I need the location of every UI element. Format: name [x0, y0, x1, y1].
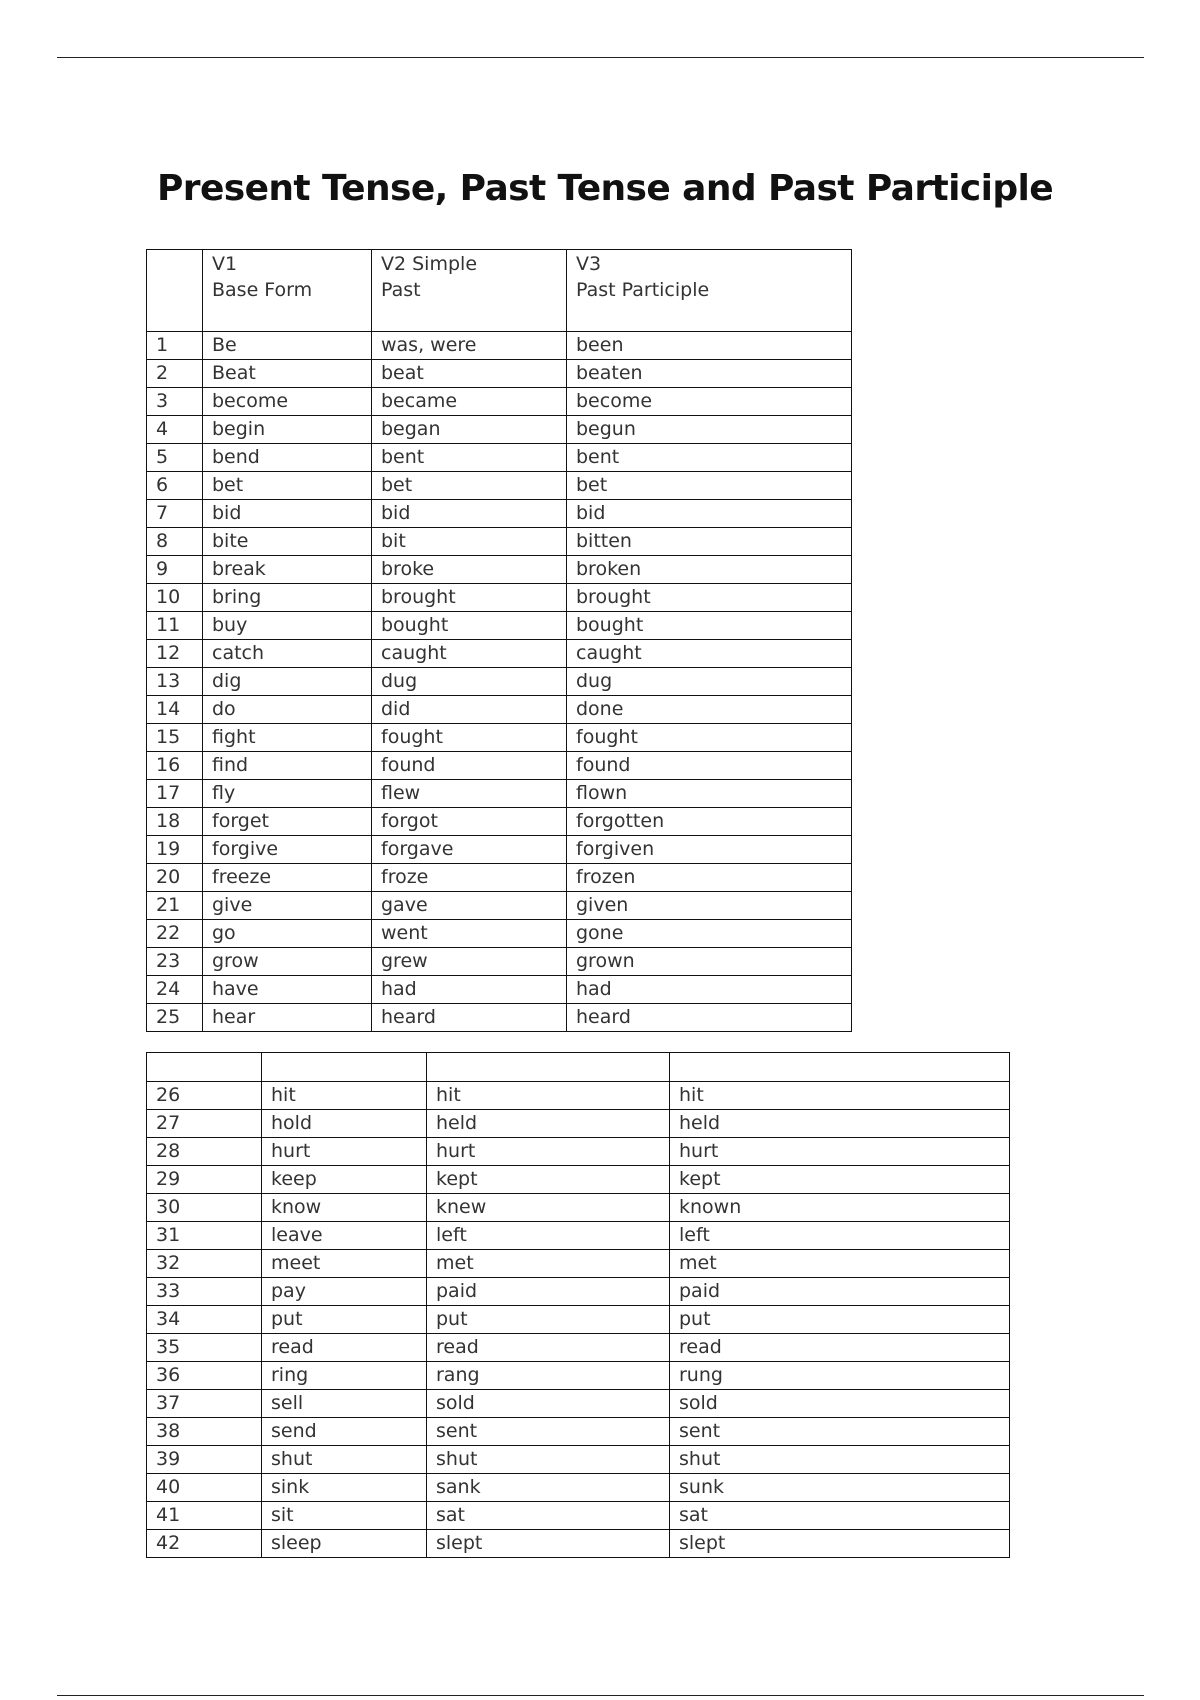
table-row [147, 1334, 1010, 1362]
verb-v2-cell: met [427, 1250, 670, 1278]
bottom-rule [57, 1695, 1144, 1696]
verb-v2-cell: put [427, 1306, 670, 1334]
verb-v2-cell: sank [427, 1474, 670, 1502]
verb-v1-cell: buy [203, 612, 372, 640]
verb-v1-cell: Beat [203, 360, 372, 388]
row-number-cell: 12 [147, 640, 203, 668]
row-number-cell: 38 [147, 1418, 262, 1446]
verb-v3-cell: gone [567, 920, 852, 948]
verb-v1-cell: hurt [262, 1138, 427, 1166]
verb-v3-cell: rung [670, 1362, 1010, 1390]
verb-v3-cell: fought [567, 724, 852, 752]
verb-v3-cell: bitten [567, 528, 852, 556]
row-number-cell: 41 [147, 1502, 262, 1530]
row-number-cell: 7 [147, 500, 203, 528]
verb-v1-cell: shut [262, 1446, 427, 1474]
table-row [147, 612, 852, 640]
table-row [147, 1138, 1010, 1166]
table-row [147, 472, 852, 500]
table-row [147, 584, 852, 612]
verb-v2-cell: dug [372, 668, 567, 696]
row-number-cell: 13 [147, 668, 203, 696]
table-row [147, 976, 852, 1004]
verb-v3-cell: read [670, 1334, 1010, 1362]
verb-v2-cell: sat [427, 1502, 670, 1530]
verb-v1-cell: begin [203, 416, 372, 444]
verb-v3-cell: sold [670, 1390, 1010, 1418]
table-row [147, 864, 852, 892]
row-number-cell: 21 [147, 892, 203, 920]
table-row [147, 752, 852, 780]
row-number-cell: 18 [147, 808, 203, 836]
verb-v3-cell: bet [567, 472, 852, 500]
row-number-cell: 6 [147, 472, 203, 500]
table-row [147, 1474, 1010, 1502]
verb-v2-cell: kept [427, 1166, 670, 1194]
table-row [147, 1362, 1010, 1390]
verb-v2-cell: went [372, 920, 567, 948]
verb-v2-cell: bet [372, 472, 567, 500]
header-v3-subtitle: Past Participle [576, 279, 710, 301]
table-row [147, 1278, 1010, 1306]
table-row [147, 416, 852, 444]
verb-v1-cell: fight [203, 724, 372, 752]
row-number-cell: 15 [147, 724, 203, 752]
verb-table-1 [146, 249, 852, 1032]
verb-v3-cell: sat [670, 1502, 1010, 1530]
verb-v1-cell: forget [203, 808, 372, 836]
verb-v1-cell: break [203, 556, 372, 584]
verb-table-2 [146, 1052, 1010, 1558]
table-row [147, 500, 852, 528]
verb-v3-cell: slept [670, 1530, 1010, 1558]
header-v2-cell [372, 250, 567, 332]
verb-v1-cell: put [262, 1306, 427, 1334]
verb-v2-cell: found [372, 752, 567, 780]
verb-v3-cell: bent [567, 444, 852, 472]
verb-v1-cell: do [203, 696, 372, 724]
verb-v1-cell: bid [203, 500, 372, 528]
verb-v3-cell: frozen [567, 864, 852, 892]
row-number-cell: 34 [147, 1306, 262, 1334]
verb-v1-cell: go [203, 920, 372, 948]
row-number-cell: 2 [147, 360, 203, 388]
verb-v2-cell: rang [427, 1362, 670, 1390]
row-number-cell: 33 [147, 1278, 262, 1306]
verb-v3-cell: dug [567, 668, 852, 696]
verb-v2-cell: flew [372, 780, 567, 808]
header-v1-title: V1 [212, 253, 238, 275]
header-v1-cell [203, 250, 372, 332]
blank-cell [427, 1053, 670, 1082]
table-row [147, 640, 852, 668]
row-number-cell: 22 [147, 920, 203, 948]
verb-v2-cell: heard [372, 1004, 567, 1032]
verb-v2-cell: beat [372, 360, 567, 388]
verb-v3-cell: given [567, 892, 852, 920]
verb-v2-cell: caught [372, 640, 567, 668]
verb-v1-cell: bring [203, 584, 372, 612]
verb-v2-cell: bought [372, 612, 567, 640]
row-number-cell: 8 [147, 528, 203, 556]
top-rule [57, 57, 1144, 58]
verb-v3-cell: shut [670, 1446, 1010, 1474]
table-row [147, 668, 852, 696]
verb-v2-cell: sold [427, 1390, 670, 1418]
verb-v2-cell: knew [427, 1194, 670, 1222]
verb-v2-cell: froze [372, 864, 567, 892]
row-number-cell: 14 [147, 696, 203, 724]
table-row [147, 920, 852, 948]
row-number-cell: 3 [147, 388, 203, 416]
verb-v2-cell: hurt [427, 1138, 670, 1166]
verb-v3-cell: done [567, 696, 852, 724]
table-row [147, 388, 852, 416]
row-number-cell: 1 [147, 332, 203, 360]
row-number-cell: 10 [147, 584, 203, 612]
row-number-cell: 26 [147, 1082, 262, 1110]
row-number-cell: 42 [147, 1530, 262, 1558]
verb-v1-cell: dig [203, 668, 372, 696]
table-row [147, 808, 852, 836]
verb-v2-cell: forgot [372, 808, 567, 836]
row-number-cell: 30 [147, 1194, 262, 1222]
verb-v3-cell: paid [670, 1278, 1010, 1306]
verb-v3-cell: held [670, 1110, 1010, 1138]
verb-v1-cell: hit [262, 1082, 427, 1110]
verb-v3-cell: grown [567, 948, 852, 976]
verb-v3-cell: heard [567, 1004, 852, 1032]
verb-v1-cell: know [262, 1194, 427, 1222]
verb-v1-cell: hear [203, 1004, 372, 1032]
row-number-cell: 9 [147, 556, 203, 584]
verb-v2-cell: fought [372, 724, 567, 752]
verb-v1-cell: have [203, 976, 372, 1004]
verb-v1-cell: sink [262, 1474, 427, 1502]
table-row [147, 1446, 1010, 1474]
verb-v2-cell: shut [427, 1446, 670, 1474]
row-number-cell: 40 [147, 1474, 262, 1502]
verb-v3-cell: bought [567, 612, 852, 640]
header-v3-cell [567, 250, 852, 332]
verb-v2-cell: held [427, 1110, 670, 1138]
verb-v1-cell: bite [203, 528, 372, 556]
table-row [147, 1166, 1010, 1194]
verb-v2-cell: slept [427, 1530, 670, 1558]
verb-v1-cell: Be [203, 332, 372, 360]
verb-v3-cell: broken [567, 556, 852, 584]
verb-v1-cell: sell [262, 1390, 427, 1418]
verb-v3-cell: hurt [670, 1138, 1010, 1166]
verb-v3-cell: caught [567, 640, 852, 668]
verb-v1-cell: leave [262, 1222, 427, 1250]
row-number-cell: 39 [147, 1446, 262, 1474]
verb-v2-cell: left [427, 1222, 670, 1250]
verb-v2-cell: had [372, 976, 567, 1004]
row-number-cell: 27 [147, 1110, 262, 1138]
table-row [147, 724, 852, 752]
row-number-cell: 17 [147, 780, 203, 808]
verb-v2-cell: brought [372, 584, 567, 612]
verb-v1-cell: meet [262, 1250, 427, 1278]
table-row [147, 1222, 1010, 1250]
blank-cell [670, 1053, 1010, 1082]
verb-v3-cell: sunk [670, 1474, 1010, 1502]
verb-v1-cell: ring [262, 1362, 427, 1390]
verb-v3-cell: left [670, 1222, 1010, 1250]
verb-v1-cell: fly [203, 780, 372, 808]
verb-v1-cell: bend [203, 444, 372, 472]
row-number-cell: 23 [147, 948, 203, 976]
verb-v1-cell: grow [203, 948, 372, 976]
verb-v1-cell: become [203, 388, 372, 416]
table-row [147, 360, 852, 388]
table-row [147, 1390, 1010, 1418]
row-number-cell: 25 [147, 1004, 203, 1032]
row-number-cell: 31 [147, 1222, 262, 1250]
table-row [147, 556, 852, 584]
verb-v2-cell: became [372, 388, 567, 416]
verb-v3-cell: been [567, 332, 852, 360]
table-row [147, 892, 852, 920]
verb-v3-cell: brought [567, 584, 852, 612]
table2-blank-header-row [147, 1053, 1010, 1082]
verb-v2-cell: bent [372, 444, 567, 472]
verb-v3-cell: hit [670, 1082, 1010, 1110]
verb-v1-cell: forgive [203, 836, 372, 864]
table-row [147, 1194, 1010, 1222]
verb-v1-cell: sit [262, 1502, 427, 1530]
header-v1-subtitle: Base Form [212, 279, 313, 301]
verb-v3-cell: forgiven [567, 836, 852, 864]
table-row [147, 1530, 1010, 1558]
header-v2-subtitle: Past [381, 279, 421, 301]
table1-body [147, 332, 852, 1032]
blank-cell [147, 1053, 262, 1082]
blank-cell [262, 1053, 427, 1082]
table-row [147, 332, 852, 360]
header-v2-title: V2 Simple [381, 253, 478, 275]
verb-v3-cell: bid [567, 500, 852, 528]
verb-v2-cell: sent [427, 1418, 670, 1446]
verb-v3-cell: known [670, 1194, 1010, 1222]
verb-v2-cell: began [372, 416, 567, 444]
verb-v1-cell: sleep [262, 1530, 427, 1558]
verb-v3-cell: kept [670, 1166, 1010, 1194]
verb-v1-cell: hold [262, 1110, 427, 1138]
verb-v3-cell: sent [670, 1418, 1010, 1446]
verb-v1-cell: send [262, 1418, 427, 1446]
verb-v1-cell: read [262, 1334, 427, 1362]
verb-v3-cell: begun [567, 416, 852, 444]
verb-v3-cell: beaten [567, 360, 852, 388]
verb-v2-cell: bid [372, 500, 567, 528]
verb-v2-cell: did [372, 696, 567, 724]
header-number-cell [147, 250, 203, 332]
table-row [147, 444, 852, 472]
verb-v1-cell: keep [262, 1166, 427, 1194]
row-number-cell: 19 [147, 836, 203, 864]
verb-v3-cell: flown [567, 780, 852, 808]
row-number-cell: 36 [147, 1362, 262, 1390]
verb-v2-cell: was, were [372, 332, 567, 360]
page-title: Present Tense, Past Tense and Past Participle [157, 168, 1054, 209]
verb-v3-cell: forgotten [567, 808, 852, 836]
verb-v3-cell: had [567, 976, 852, 1004]
verb-v1-cell: bet [203, 472, 372, 500]
row-number-cell: 24 [147, 976, 203, 1004]
verb-v3-cell: found [567, 752, 852, 780]
table-row [147, 528, 852, 556]
verb-v2-cell: bit [372, 528, 567, 556]
table2-body [147, 1082, 1010, 1558]
verb-v2-cell: paid [427, 1278, 670, 1306]
table-header-row [147, 250, 852, 332]
verb-v2-cell: forgave [372, 836, 567, 864]
table-row [147, 1418, 1010, 1446]
row-number-cell: 16 [147, 752, 203, 780]
verb-v1-cell: catch [203, 640, 372, 668]
verb-v1-cell: give [203, 892, 372, 920]
row-number-cell: 4 [147, 416, 203, 444]
verb-v3-cell: put [670, 1306, 1010, 1334]
verb-v2-cell: grew [372, 948, 567, 976]
table-row [147, 1082, 1010, 1110]
table-row [147, 948, 852, 976]
table-row [147, 1306, 1010, 1334]
row-number-cell: 5 [147, 444, 203, 472]
verb-v3-cell: met [670, 1250, 1010, 1278]
table-row [147, 1004, 852, 1032]
table-row [147, 1110, 1010, 1138]
row-number-cell: 35 [147, 1334, 262, 1362]
table-row [147, 836, 852, 864]
row-number-cell: 37 [147, 1390, 262, 1418]
table-row [147, 1502, 1010, 1530]
verb-v3-cell: become [567, 388, 852, 416]
row-number-cell: 11 [147, 612, 203, 640]
row-number-cell: 28 [147, 1138, 262, 1166]
verb-v2-cell: read [427, 1334, 670, 1362]
verb-v1-cell: pay [262, 1278, 427, 1306]
header-v3-title: V3 [576, 253, 602, 275]
verb-v1-cell: freeze [203, 864, 372, 892]
table-row [147, 696, 852, 724]
verb-v2-cell: hit [427, 1082, 670, 1110]
row-number-cell: 20 [147, 864, 203, 892]
row-number-cell: 32 [147, 1250, 262, 1278]
verb-v1-cell: find [203, 752, 372, 780]
table-row [147, 780, 852, 808]
verb-v2-cell: gave [372, 892, 567, 920]
table-row [147, 1250, 1010, 1278]
verb-v2-cell: broke [372, 556, 567, 584]
row-number-cell: 29 [147, 1166, 262, 1194]
